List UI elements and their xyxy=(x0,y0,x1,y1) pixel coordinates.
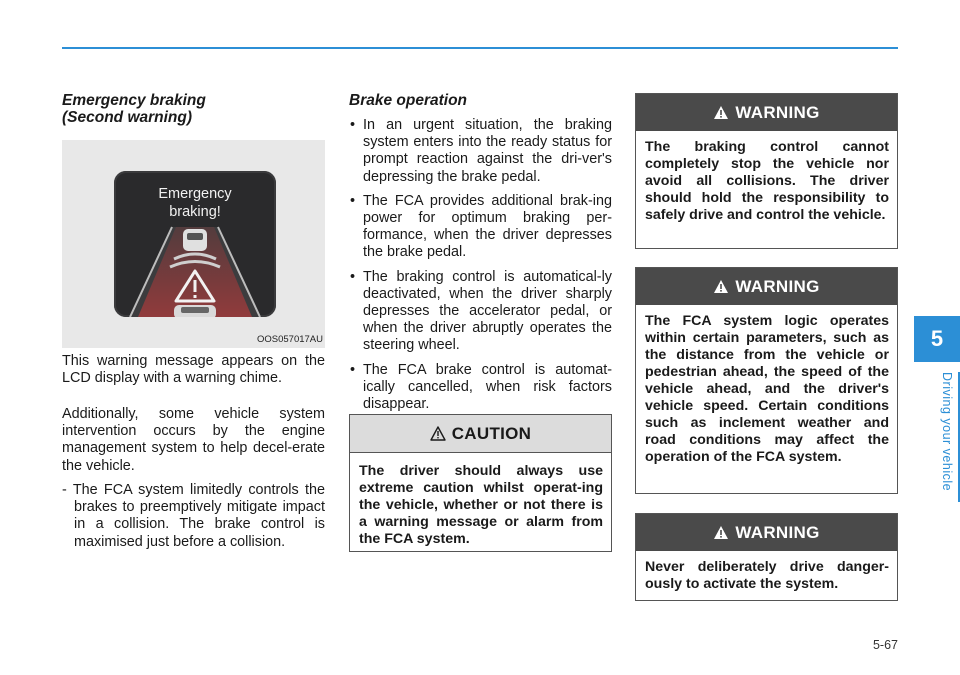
warning-text: Never deliberately drive danger-ously to activate the system. xyxy=(645,559,889,592)
paragraph: Additionally, some vehicle system intervention occurs by the engine management system to help decel-erate the vehicle. xyxy=(62,406,325,474)
warning-text: The braking control cannot completely stop the vehicle nor avoid all collisions. The driver should hold the responsibility to safely drive and control the vehicle. xyxy=(645,139,889,223)
caution-text: The driver should always use extreme caution whilst operat-ing the vehicle, whether or not there is a warning message or alarm from the FCA system. xyxy=(359,463,603,547)
warning-triangle-icon xyxy=(713,105,729,120)
brake-operation-list xyxy=(349,117,612,420)
warning-box xyxy=(635,93,898,249)
collision-road-graphic xyxy=(114,171,276,317)
warning-header xyxy=(636,514,897,551)
lcd-message: Emergency braking! xyxy=(158,186,232,220)
lcd-display xyxy=(114,171,276,317)
caution-header xyxy=(350,415,611,453)
warning-header xyxy=(636,268,897,305)
warning-label: WARNING xyxy=(735,102,820,122)
list-item: • The FCA provides additional brak-ing power for optimum braking per-formance, when the driver depresses the brake pedal. xyxy=(349,193,612,262)
paragraph: This warning message appears on the LCD display with a warning chime. xyxy=(62,353,325,387)
header-rule xyxy=(62,47,898,49)
own-vehicle-icon xyxy=(174,305,216,317)
chapter-title: Driving your vehicle xyxy=(940,372,954,492)
emergency-braking-figure xyxy=(62,140,325,348)
section-heading-brake-operation: Brake operation xyxy=(349,92,468,109)
caution-box xyxy=(349,414,612,552)
warning-header xyxy=(636,94,897,131)
list-item: • In an urgent situation, the braking system enters into the ready status for prompt reaction against the dri-ver's depressing the brake pedal. xyxy=(349,117,612,186)
warning-triangle-icon xyxy=(713,279,729,294)
list-item: • The braking control is automatical-ly deactivated, when the driver sharply depresses the accelerator pedal, or when the driver abruptly operates the steering wheel. xyxy=(349,269,612,355)
heading-line: Emergency braking xyxy=(62,92,206,109)
figure-code: OOS057017AU xyxy=(256,334,323,345)
caution-triangle-icon xyxy=(430,426,446,441)
section-heading-emergency-braking xyxy=(62,92,325,126)
warning-triangle-icon xyxy=(713,525,729,540)
warning-label: WARNING xyxy=(735,276,820,296)
list-item: • The FCA brake control is automat-ically cancelled, when risk factors disappear. xyxy=(349,362,612,414)
heading-line: (Second warning) xyxy=(62,109,193,126)
page-number: 5-67 xyxy=(872,638,898,652)
warning-box xyxy=(635,267,898,494)
warning-label: WARNING xyxy=(735,522,820,542)
vehicle-ahead-icon xyxy=(183,229,207,251)
warning-text: The FCA system logic operates within certain parameters, such as the distance from the vehicle or pedestrian ahead, the speed of the vehicle ahead, and the driver's vehicle speed. Certain conditions such as inclement weather and road conditions may affect the operation of the FCA system. xyxy=(645,313,889,465)
warning-box xyxy=(635,513,898,601)
caution-label: CAUTION xyxy=(451,423,532,443)
chapter-number-tab: 5 xyxy=(914,316,960,362)
dash-list-item: - The FCA system limitedly controls the brakes to preemptively mitigate impact in a collision. The brake control is maximised just before a collision. xyxy=(62,482,325,550)
